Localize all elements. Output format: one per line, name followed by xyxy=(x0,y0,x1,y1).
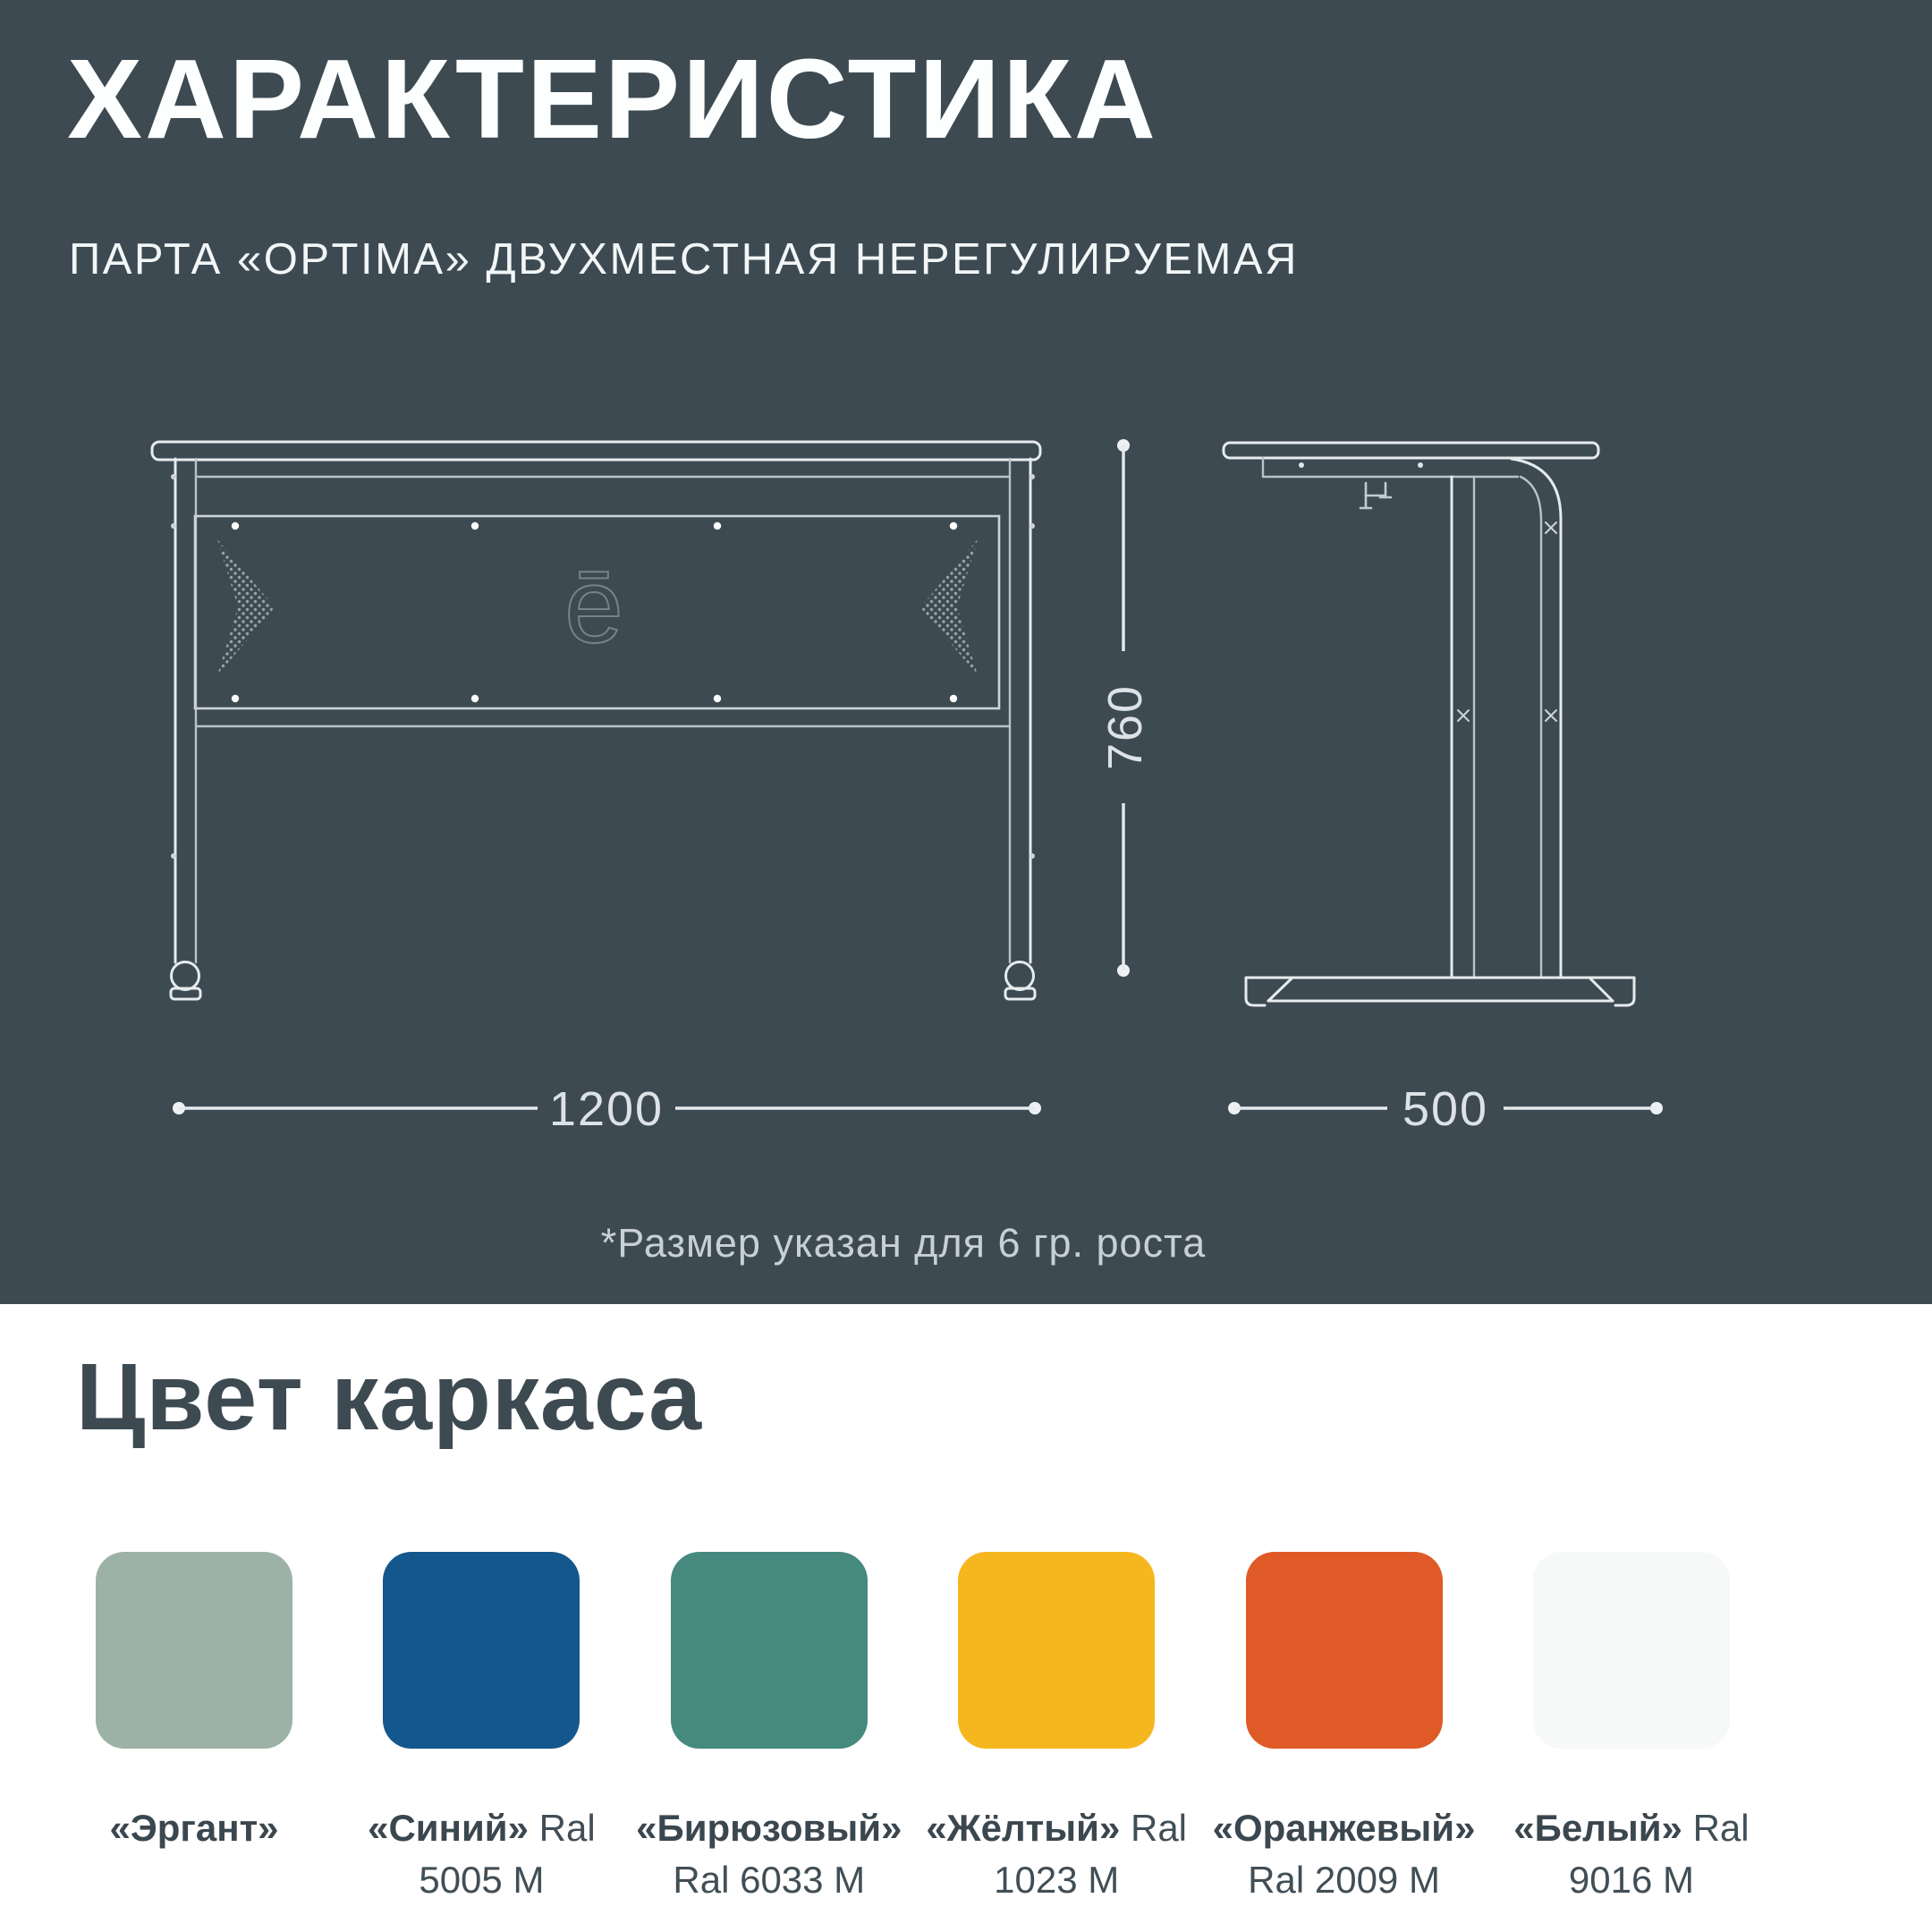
swatch-item-white xyxy=(1497,1552,1766,1906)
color-tile-turquoise xyxy=(671,1552,868,1749)
desk-front-view xyxy=(152,442,1040,999)
swatch-label: «Эргант» xyxy=(109,1807,279,1849)
color-tile-ergant xyxy=(96,1552,292,1749)
dimension-height-760 xyxy=(1098,439,1152,977)
depth-dimension-label: 500 xyxy=(1402,1082,1489,1136)
dimension-width-1200 xyxy=(173,1082,1041,1136)
bag-hook xyxy=(1360,483,1391,508)
color-tile-blue xyxy=(383,1552,580,1749)
swatch-label: «Белый» Ral 9016 M xyxy=(1513,1807,1750,1901)
swatch-item-orange xyxy=(1210,1552,1479,1906)
width-dimension-label: 1200 xyxy=(548,1082,665,1136)
color-tile-yellow xyxy=(958,1552,1155,1749)
product-subtitle: ПАРТА «OPTIMA» ДВУХМЕСТНАЯ НЕРЕГУЛИРУЕМАЯ xyxy=(69,235,1299,284)
color-tile-white xyxy=(1533,1552,1730,1749)
color-tile-orange xyxy=(1246,1552,1443,1749)
perforated-chevron-right xyxy=(920,539,978,675)
swatch-item-turquoise xyxy=(635,1552,903,1906)
frame-color-swatches xyxy=(60,1552,1766,1906)
swatch-item-blue xyxy=(347,1552,615,1906)
perforated-chevron-left xyxy=(217,539,275,675)
swatch-label: «Синий» Ral 5005 M xyxy=(368,1807,596,1901)
swatch-item-ergant xyxy=(60,1552,328,1906)
swatch-label: «Оранжевый» Ral 2009 M xyxy=(1212,1807,1476,1901)
brand-logo-icon: ē xyxy=(564,547,623,665)
swatch-label: «Бирюзовый» Ral 6033 M xyxy=(636,1807,902,1901)
swatch-item-yellow xyxy=(922,1552,1191,1906)
desk-side-view xyxy=(1224,443,1634,1005)
base-foot xyxy=(1246,978,1634,1005)
page-title: ХАРАКТЕРИСТИКА xyxy=(67,36,1158,162)
height-dimension-label: 760 xyxy=(1098,683,1152,771)
size-footnote: *Размер указан для 6 гр. роста xyxy=(600,1220,1207,1266)
front-panel xyxy=(195,516,1009,726)
swatch-label: «Жёлтый» Ral 1023 M xyxy=(926,1807,1188,1901)
dimension-depth-500 xyxy=(1228,1082,1663,1136)
frame-color-title: Цвет каркаса xyxy=(76,1344,703,1450)
